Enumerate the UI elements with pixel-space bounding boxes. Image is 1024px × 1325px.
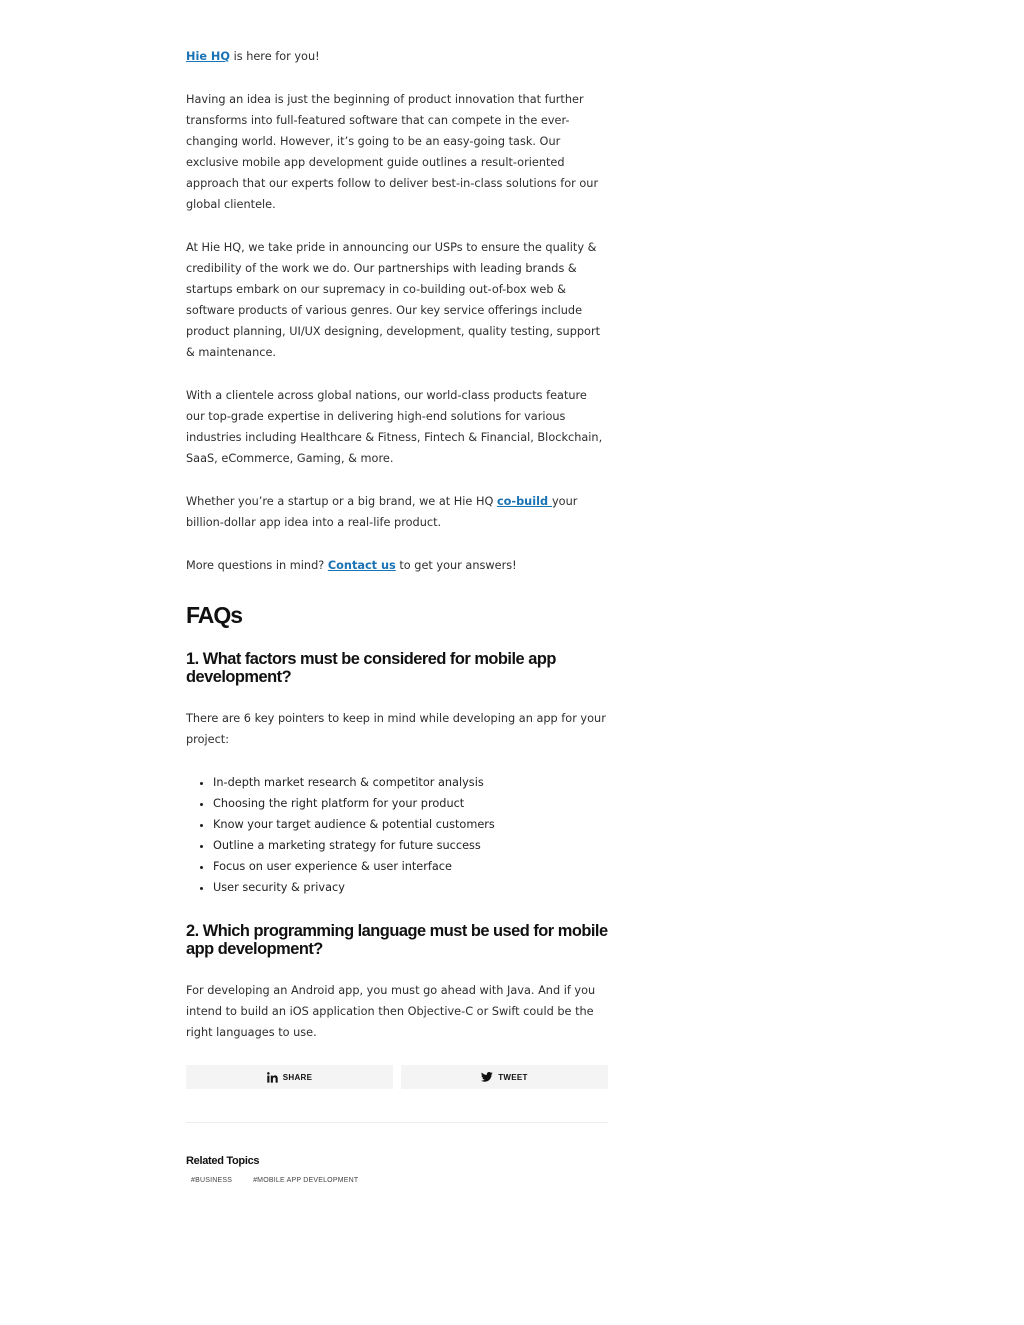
co-build-text-after: your billion-dollar app idea into a real-life product. [186, 495, 578, 529]
faq-question-1: 1. What factors must be considered for mobile app development? [186, 650, 556, 686]
section-divider [186, 1122, 608, 1123]
faq-answer-2: For developing an Android app, you must go ahead with Java. And if you intend to build an iOS application then Objective-C or Swift could be the right languages to use. [186, 984, 596, 1039]
list-item: • Choosing the right platform for your product [213, 793, 608, 814]
contact-us-link[interactable]: Contact us [327, 559, 396, 572]
share-label: SHARE [282, 1072, 313, 1082]
co-build-text-before: Whether you’re a startup or a big brand, we at Hie HQ [186, 495, 497, 508]
paragraph-product-innovation: Having an idea is just the beginning of product innovation that further transforms into full-featured software that can compete in the ever-changing world. However, it’s going to be an easy-going task. Our exclusive mobile app development guide outlines a result-oriented approach that our experts follow to deliver best-in-class solutions for our global clientele. [186, 93, 599, 211]
paragraph-contact [186, 555, 608, 576]
tag-mobile-app-development[interactable]: #MOBILE APP DEVELOPMENT [253, 1177, 359, 1184]
contact-text-after: to get your answers! [395, 559, 517, 572]
paragraph-clientele: With a clientele across global nations, our world-class products feature our top-grade expertise in delivering high-end solutions for various industries including Healthcare & Fitness, Fintech & Financial, Blockchain, SaaS, eCommerce, Gaming, & more. [186, 389, 603, 465]
related-topics-title: Related Topics [186, 1155, 260, 1167]
list-item: • Focus on user experience & user interface [213, 856, 608, 877]
faq-question-2: 2. Which programming language must be used for mobile app development? [186, 922, 608, 958]
faq-answer-1: There are 6 key pointers to keep in mind while developing an app for your project: [186, 712, 606, 746]
twitter-icon [481, 1072, 493, 1082]
contact-text-before: More questions in mind? [186, 559, 328, 572]
list-item: • Outline a marketing strategy for future success [213, 835, 608, 856]
list-item: • User security & privacy [213, 877, 608, 898]
hie-hq-link[interactable]: Hie HQ [186, 50, 230, 63]
list-item: • In-depth market research & competitor analysis [213, 772, 608, 793]
linkedin-icon [267, 1072, 278, 1083]
intro-text: is here for you! [229, 50, 320, 63]
twitter-tweet-button[interactable] [401, 1065, 608, 1089]
list-item: • Know your target audience & potential customers [213, 814, 608, 835]
related-tags [186, 1177, 608, 1184]
co-build-link[interactable]: co-build [496, 495, 552, 508]
share-buttons [186, 1065, 608, 1089]
key-pointers-list [186, 772, 608, 898]
paragraph-co-build [186, 491, 608, 533]
linkedin-share-button[interactable] [186, 1065, 393, 1089]
faqs-heading: FAQs [186, 602, 243, 628]
paragraph-usps: At Hie HQ, we take pride in announcing our USPs to ensure the quality & credibility of the work we do. Our partnerships with leading brands & startups embark on our supremacy in co-building out-of-box web & software products of various genres. Our key service offerings include product planning, UI/UX designing, development, quality testing, support & maintenance. [186, 241, 601, 359]
article-body [186, 46, 608, 1184]
tag-business[interactable]: #BUSINESS [191, 1177, 233, 1184]
tweet-label: TWEET [498, 1072, 528, 1082]
intro-line [186, 46, 608, 67]
